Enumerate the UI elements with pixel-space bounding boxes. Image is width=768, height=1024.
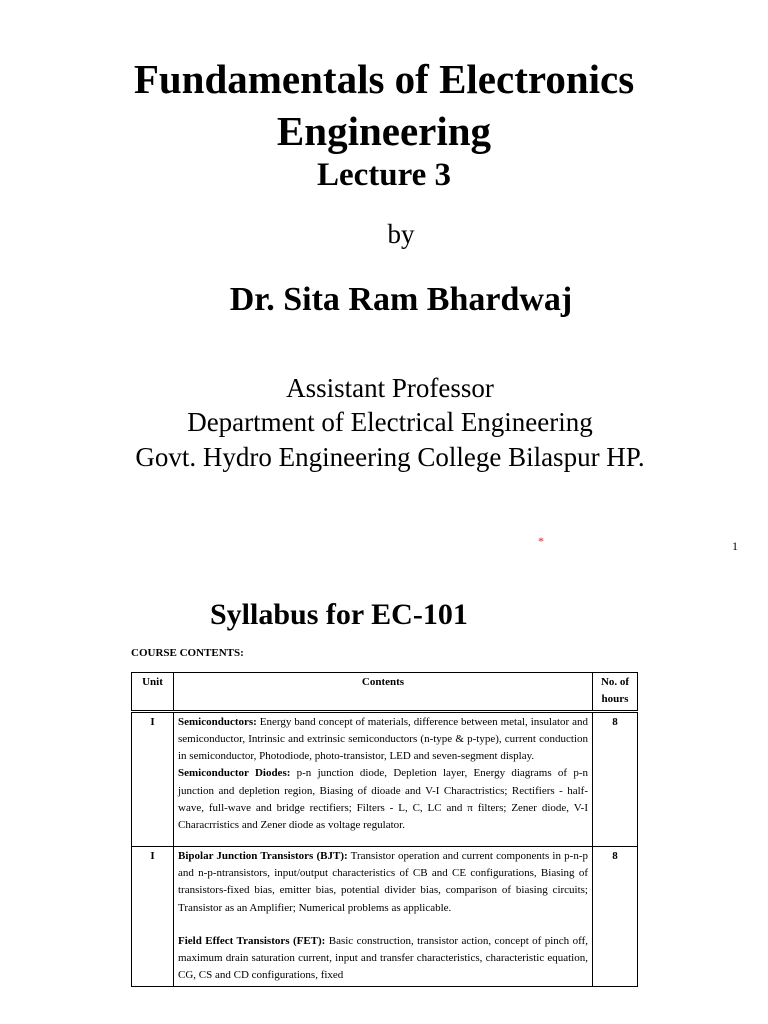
- contents-cell: [174, 711, 593, 846]
- lecture-number: Lecture 3: [316, 157, 452, 193]
- section-semiconductors: [178, 714, 588, 766]
- section-text: Basic construction, transistor action, concept of pinch off, maximum drain saturation current, input and transfer characteristics, characteristic equation, CG, CS and CD configurations, fixed: [178, 934, 588, 982]
- section-heading: Semiconductors:: [178, 715, 257, 728]
- section-heading: Semiconductor Diodes:: [178, 767, 291, 780]
- syllabus-title: Syllabus for EC-101: [210, 598, 468, 631]
- red-marker: *: [538, 534, 544, 548]
- table-header-row: [132, 673, 638, 712]
- author-name: Dr. Sita Ram Bhardwaj: [229, 281, 573, 318]
- section-heading: Field Effect Transistors (FET):: [178, 934, 326, 947]
- page-number: 1: [732, 539, 738, 553]
- section-semiconductor-diodes: [178, 765, 588, 834]
- header-contents: Contents: [174, 673, 593, 712]
- section-text: Transistor operation and current components in p-n-p and n-p-ntransistors, input/output characteristics of CB and CE configurations, Biasing of transistors-fixed bias, emitter bias, potential divider bias, comparison of biasing circuits; Transistor as an Amplifier; Numerical problems as applicable.: [178, 849, 588, 914]
- syllabus-table: [131, 672, 638, 987]
- affiliation-title: Assistant Professor: [286, 373, 494, 403]
- section-fet: [178, 933, 588, 985]
- affiliation-college: Govt. Hydro Engineering College Bilaspur HP.: [135, 442, 645, 472]
- section-text: p-n junction diode, Depletion layer, Energy diagrams of p-n junction and depletion region, Biasing of dioade and V-I Charactristics; Rectifiers - half-wave, full-wave and bridge rectifiers; Filters - L, C, LC and π filters; Zener diode, V-I Characrristics and Zener diode as voltage regulator.: [178, 767, 588, 832]
- header-unit: Unit: [132, 673, 174, 712]
- table-row: [132, 846, 638, 986]
- slide-2: [0, 570, 768, 1024]
- title-line-2: Engineering: [276, 108, 492, 154]
- course-contents-heading: COURSE CONTENTS:: [131, 647, 244, 659]
- section-bjt: [178, 848, 588, 917]
- by-label: by: [387, 219, 415, 249]
- affiliation-department: Department of Electrical Engineering: [187, 407, 593, 437]
- section-heading: Bipolar Junction Transistors (BJT):: [178, 849, 348, 862]
- unit-cell: I: [132, 711, 174, 846]
- hours-cell: 8: [593, 711, 638, 846]
- table-row: [132, 711, 638, 846]
- header-hours: No. of hours: [593, 673, 638, 712]
- hours-cell: 8: [593, 846, 638, 986]
- contents-cell: [174, 846, 593, 986]
- title-line-1: Fundamentals of Electronics: [133, 56, 635, 102]
- section-text: Energy band concept of materials, difference between metal, insulator and semiconductor, Intrinsic and extrinsic semiconductors (n-type & p-type), current conduction in semiconductor, Photodiode, photo-transistor, LED and seven-segment display.: [178, 715, 588, 763]
- unit-cell: I: [132, 846, 174, 986]
